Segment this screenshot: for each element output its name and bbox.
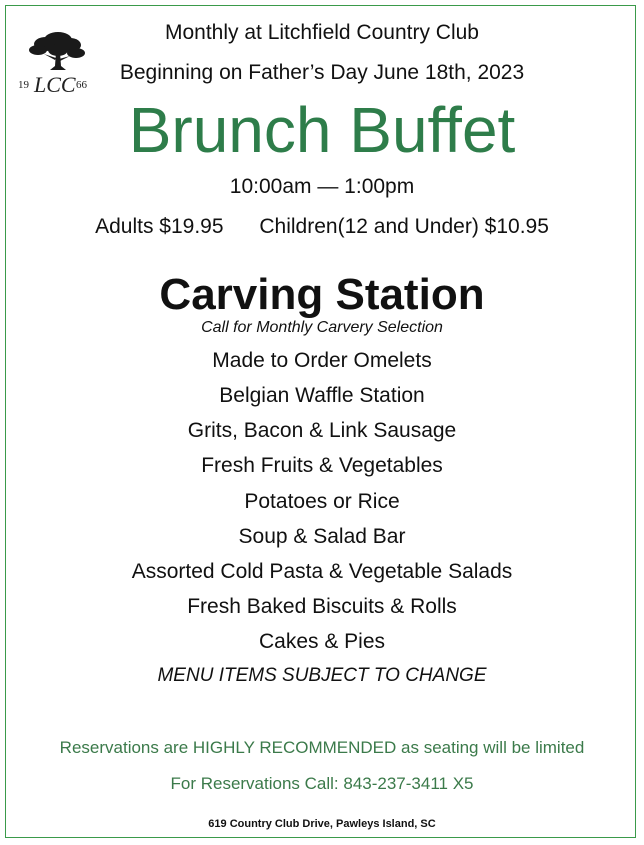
menu-item: Potatoes or Rice: [244, 490, 400, 513]
menu-item: Made to Order Omelets: [212, 349, 432, 372]
header-line-2: Beginning on Father’s Day June 18th, 2023: [119, 61, 525, 84]
adult-price: Adults $19.95: [95, 215, 224, 238]
address: 619 Country Club Drive, Pawleys Island, SC: [208, 818, 436, 830]
logo-monogram: LCC: [34, 72, 76, 97]
menu-item: Assorted Cold Pasta & Vegetable Salads: [131, 560, 513, 583]
menu-item: Cakes & Pies: [258, 630, 386, 653]
menu-disclaimer: MENU ITEMS SUBJECT TO CHANGE: [157, 665, 487, 686]
menu-item: Fresh Fruits & Vegetables: [201, 454, 443, 477]
prices: [0, 215, 644, 239]
menu-item: Fresh Baked Biscuits & Rolls: [187, 595, 457, 618]
section-note: Call for Monthly Carvery Selection: [201, 319, 443, 336]
menu-item: Soup & Salad Bar: [238, 525, 406, 548]
header-line-1: Monthly at Litchfield Country Club: [165, 21, 479, 44]
menu-item: Belgian Waffle Station: [219, 384, 425, 407]
reservation-note: Reservations are HIGHLY RECOMMENDED as seating will be limited: [59, 738, 585, 757]
child-price: Children(12 and Under) $10.95: [259, 215, 549, 238]
hours: 10:00am — 1:00pm: [229, 175, 415, 198]
reservation-phone: For Reservations Call: 843-237-3411 X5: [170, 774, 474, 793]
section-title: Carving Station: [159, 270, 485, 319]
logo-year-right: 66: [76, 79, 87, 91]
menu-item: Grits, Bacon & Link Sausage: [187, 419, 457, 442]
logo-year-left: 19: [18, 79, 29, 91]
page-title: Brunch Buffet: [128, 94, 516, 166]
